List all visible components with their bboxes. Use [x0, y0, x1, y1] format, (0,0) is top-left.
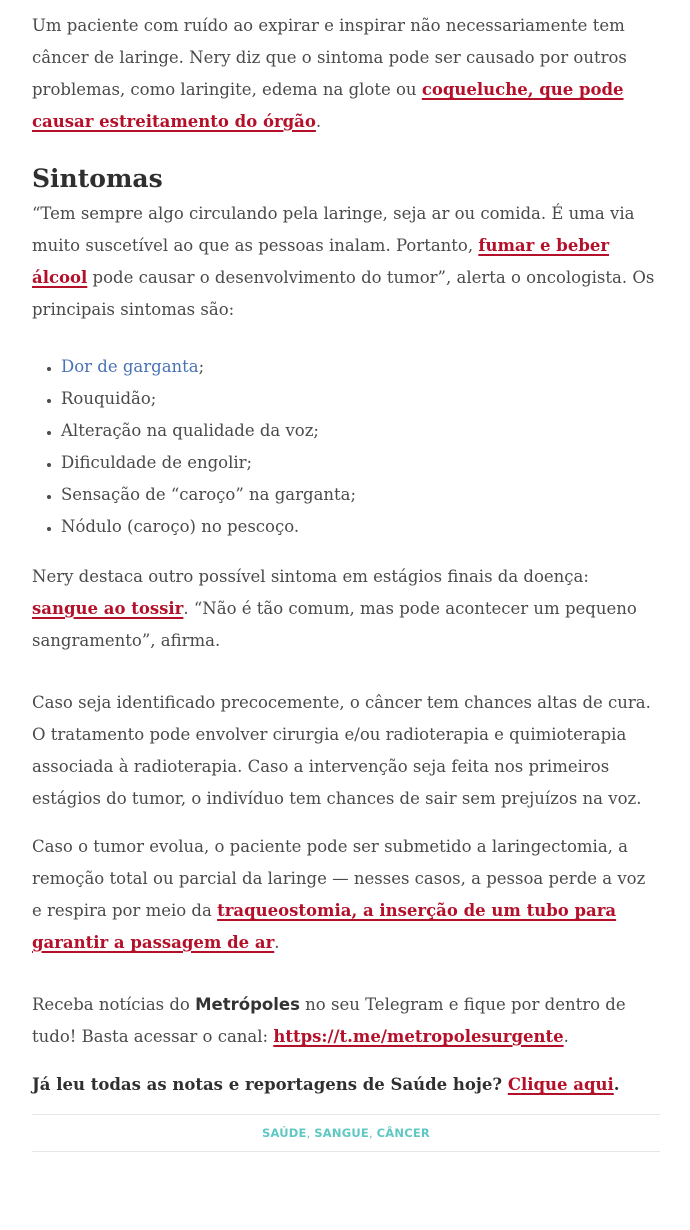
paragraph-text: . “Não é tão comum, mas pode acontecer um pequeno sangramento”, afirma.	[32, 599, 637, 650]
paragraph-text: Nery destaca outro possível sintoma em estágios finais da doença:	[32, 567, 589, 586]
paragraph-text: “Tem sempre algo circulando pela laringe, seja ar ou comida. É uma via muito suscetível ao que as pessoas inalam. Portanto,	[32, 204, 635, 255]
paragraph-text: no seu Telegram e fique por dentro de tudo! Basta acessar o canal:	[32, 995, 626, 1046]
tags-bar	[32, 1114, 660, 1152]
list-item: • Sensação de “caroço” na garganta;	[61, 479, 660, 511]
tag-separator: ,	[368, 1126, 377, 1140]
paragraph-intro	[32, 10, 660, 138]
brand-name: Metrópoles	[195, 995, 300, 1014]
tag-saude[interactable]: SAÚDE	[262, 1126, 307, 1140]
link-clique-aqui[interactable]: Clique aqui	[507, 1075, 614, 1094]
paragraph-symptoms-intro	[32, 198, 660, 326]
tag-sangue[interactable]: SANGUE	[314, 1126, 369, 1140]
paragraph-text: Um paciente com ruído ao expirar e inspirar não necessariamente tem câncer de laringe. Nery diz que o sintoma pode ser causado por outros problemas, como laringite, edema na glote ou	[32, 16, 627, 99]
link-dor-de-garganta[interactable]: Dor de garganta	[61, 357, 199, 376]
paragraph-text: .	[563, 1027, 569, 1046]
paragraph-text: Caso o tumor evolua, o paciente pode ser submetido a laringectomia, a remoção total ou parcial da laringe — nesses casos, a pessoa perde a voz e respira por meio da	[32, 837, 646, 920]
paragraph-laryngectomy	[32, 831, 660, 959]
list-item-suffix: ;	[198, 357, 205, 376]
link-traqueostomia[interactable]: traqueostomia, a inserção de um tubo para garantir a passagem de ar	[32, 901, 617, 952]
link-fumar-beber-alcool[interactable]: fumar e beber álcool	[32, 236, 610, 287]
paragraph-text: .	[274, 933, 280, 952]
section-heading: Sintomas	[32, 164, 163, 193]
paragraph-text: .	[613, 1075, 620, 1094]
tag-separator: ,	[306, 1126, 315, 1140]
tag-cancer[interactable]: CÂNCER	[376, 1126, 430, 1140]
paragraph-text: Já leu todas as notas e reportagens de Saúde hoje?	[32, 1075, 508, 1094]
paragraph-telegram	[32, 989, 660, 1053]
symptoms-list	[32, 351, 660, 543]
list-item	[61, 351, 660, 383]
paragraph-text: .	[315, 112, 322, 131]
paragraph-text: pode causar o desenvolvimento do tumor”, alerta o oncologista. Os principais sintomas são:	[32, 268, 655, 319]
paragraph-treatment: Caso seja identificado precocemente, o câncer tem chances altas de cura. O tratamento pode envolver cirurgia e/ou radioterapia e quimioterapia associada à radioterapia. Caso a intervenção seja feita nos primeiros estágios do tumor, o indivíduo tem chances de sair sem prejuízos na voz.	[32, 693, 651, 808]
paragraph-read-more	[32, 1069, 660, 1101]
link-telegram-channel[interactable]: https://t.me/metropolesurgente	[273, 1027, 564, 1046]
list-item: • Nódulo (caroço) no pescoço.	[61, 511, 660, 543]
paragraph-late-symptom	[32, 561, 660, 657]
list-item: • Dificuldade de engolir;	[61, 447, 660, 479]
list-item: • Rouquidão;	[61, 383, 660, 415]
paragraph-text: Receba notícias do	[32, 995, 196, 1014]
link-sangue-ao-tossir[interactable]: sangue ao tossir	[32, 599, 184, 618]
list-item: • Alteração na qualidade da voz;	[61, 415, 660, 447]
link-coqueluche[interactable]: coqueluche, que pode causar estreitamento do órgão	[32, 80, 624, 131]
